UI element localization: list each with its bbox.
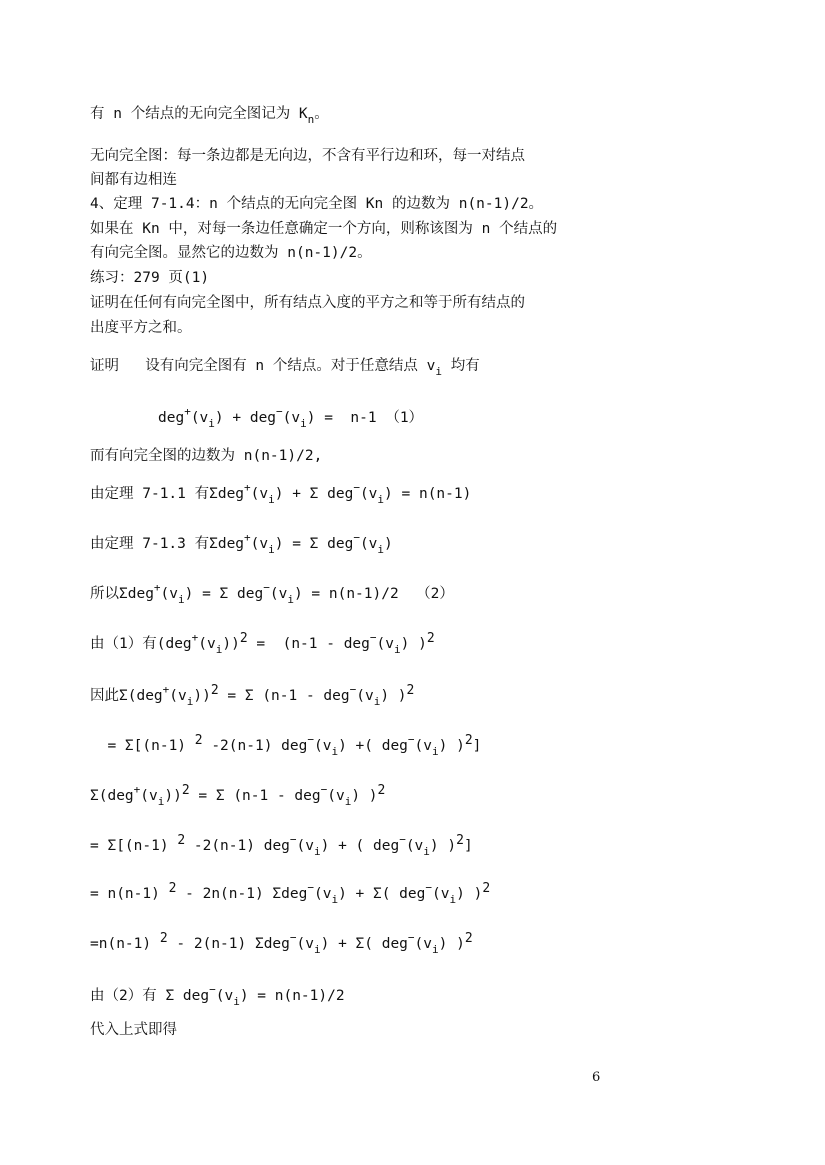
eq1-seg: (v (190, 410, 209, 426)
eq3-seg: (v (250, 536, 269, 552)
eq8-seg: Σ(deg (90, 788, 134, 804)
eq5-seg: )) (222, 636, 240, 652)
eq6-seg: = Σ (n-1 - deg (218, 688, 350, 704)
text-line-complete-graph-def-2: 间都有边相连 (90, 172, 177, 188)
eq1-seg: (v (282, 410, 301, 426)
eq11-seg: ) ) (438, 936, 465, 952)
eq9-sub: i (314, 845, 321, 858)
eq8-seg: (v (327, 788, 345, 804)
eq12-sub: i (233, 995, 240, 1008)
eq6-seg: (v (356, 688, 374, 704)
eq6-seg: )) (193, 688, 211, 704)
eq2-seg: (v (250, 486, 269, 502)
eq7-seg: ) ) (438, 738, 465, 754)
eq10-seg: ) + Σ( deg (338, 886, 426, 902)
eq1-sup: − (276, 405, 283, 418)
eq10-square: 2 (168, 881, 177, 896)
eq10-sub: i (331, 893, 339, 906)
eq1-sub: i (208, 417, 215, 430)
equation-10 (90, 881, 491, 906)
eq10-sup: − (425, 881, 433, 894)
eq2-sub: i (377, 493, 385, 506)
eq9-square: 2 (177, 833, 186, 848)
eq3-seg: (v (359, 536, 378, 552)
eq4-sup: + (153, 581, 161, 594)
eq12-seg: ) = n(n-1)/2 (239, 988, 345, 1004)
eq8-square: 2 (181, 783, 190, 798)
eq10-seg: (v (432, 886, 450, 902)
equation-1 (158, 405, 424, 430)
eq1-sub: i (300, 417, 307, 430)
equation-12 (90, 983, 345, 1008)
eq10-seg: - 2n(n-1) Σdeg (176, 886, 308, 902)
eq10-sup: − (307, 881, 314, 894)
eq11-seg: ) + Σ( deg (320, 936, 408, 952)
eq2-sub: i (268, 493, 275, 506)
eq4-seg: ) = n(n-1)/2 （2） (293, 586, 454, 602)
eq3-seg: 由定理 7-1.3 有Σdeg (90, 536, 245, 552)
eq9-seg: (v (296, 838, 314, 854)
text-line-proof-start (90, 356, 480, 376)
eq7-square: 2 (194, 733, 203, 748)
eq1-seg: deg (158, 410, 185, 426)
eq11-seg: (v (414, 936, 433, 952)
eq8-sub: i (157, 795, 165, 808)
eq6-sub: i (186, 695, 194, 708)
eq5-seg: 由（1）有(deg (90, 636, 192, 652)
equation-5 (90, 631, 435, 656)
eq9-seg: (v (405, 838, 424, 854)
eq11-sup: − (407, 931, 415, 944)
page-number: 6 (592, 1070, 601, 1085)
kn-text: 有 n 个结点的无向完全图记为 K (90, 106, 308, 122)
eq10-seg: ) ) (456, 886, 483, 902)
equation-4 (90, 581, 454, 606)
eq4-sub: i (287, 593, 294, 606)
eq4-seg: ) = Σ deg (184, 586, 264, 602)
eq5-sup: − (369, 631, 377, 644)
text-line-directed-complete-2: 有向完全图。显然它的边数为 n(n-1)/2。 (90, 245, 372, 261)
eq6-square: 2 (210, 683, 219, 698)
eq11-sub: i (432, 943, 439, 956)
equation-2 (90, 481, 472, 506)
eq7-sub: i (331, 745, 339, 758)
eq7-sup: − (307, 733, 314, 746)
eq6-seg: ) ) (380, 688, 407, 704)
eq7-seg: (v (414, 738, 433, 754)
text-line-kn-definition (90, 104, 329, 124)
proof-text: 证明 设有向完全图有 n 个结点。对于任意结点 v (90, 358, 436, 374)
equation-7 (90, 733, 482, 758)
eq2-seg: ) = n(n-1) (384, 486, 472, 502)
text-line-edge-count: 而有向完全图的边数为 n(n-1)/2, (90, 448, 323, 464)
eq8-sup: + (133, 783, 141, 796)
eq5-square: 2 (426, 631, 435, 646)
eq9-seg: = Σ[(n-1) (90, 838, 178, 854)
eq3-seg: ) = Σ deg (274, 536, 354, 552)
equation-9 (90, 833, 473, 858)
eq7-square: 2 (464, 733, 473, 748)
eq6-seg: (v (169, 688, 187, 704)
eq9-sup: − (289, 833, 297, 846)
eq9-seg: ] (463, 838, 473, 854)
eq7-sub: i (432, 745, 439, 758)
eq9-sub: i (423, 845, 430, 858)
eq8-sub: i (344, 795, 352, 808)
eq2-seg: 由定理 7-1.1 有Σdeg (90, 486, 245, 502)
kn-subscript: n (307, 113, 315, 126)
eq5-seg: = (n-1 - deg (247, 636, 370, 652)
eq6-sup: − (349, 683, 357, 696)
eq1-sup: + (184, 405, 191, 418)
eq11-seg: =n(n-1) (90, 936, 160, 952)
eq7-seg: (v (313, 738, 332, 754)
eq9-sup: − (399, 833, 406, 846)
eq12-sup: − (209, 983, 216, 996)
equation-3 (90, 531, 393, 556)
eq8-seg: ) ) (351, 788, 378, 804)
eq3-seg: ) (384, 536, 393, 552)
eq3-sup: + (244, 531, 251, 544)
eq9-seg: ) ) (429, 838, 457, 854)
eq11-square: 2 (464, 931, 473, 946)
eq10-seg: = n(n-1) (90, 886, 169, 902)
proof-text-end: 均有 (441, 358, 480, 374)
eq12-seg: (v (215, 988, 234, 1004)
eq12-seg: 由（2）有 Σ deg (90, 988, 210, 1004)
eq9-seg: ) + ( deg (320, 838, 400, 854)
eq6-square: 2 (406, 683, 415, 698)
eq11-seg: - 2(n-1) Σdeg (167, 936, 290, 952)
vi-subscript: i (435, 365, 442, 378)
text-line-substitute: 代入上式即得 (90, 1022, 177, 1038)
eq2-sup: + (244, 481, 251, 494)
eq8-seg: )) (164, 788, 182, 804)
eq2-sup: − (353, 481, 360, 494)
eq5-square: 2 (239, 631, 248, 646)
eq7-sup: − (407, 733, 415, 746)
eq11-sub: i (313, 943, 321, 956)
eq5-seg: ) ) (400, 636, 427, 652)
eq7-seg: = Σ[(n-1) (90, 738, 195, 754)
eq4-seg: (v (269, 586, 288, 602)
eq6-sub: i (373, 695, 381, 708)
eq2-seg: ) + Σ deg (274, 486, 354, 502)
text-line-complete-graph-def: 无向完全图：每一条边都是无向边，不含有平行边和环，每一对结点 (90, 148, 525, 164)
eq11-seg: (v (296, 936, 314, 952)
eq2-seg: (v (359, 486, 378, 502)
text-line-prove-statement-2: 出度平方之和。 (90, 320, 192, 336)
eq3-sub: i (377, 543, 385, 556)
eq6-seg: 因此Σ(deg (90, 688, 163, 704)
eq10-square: 2 (482, 881, 491, 896)
eq1-seg: ) + deg (214, 410, 277, 426)
eq6-sup: + (162, 683, 170, 696)
eq7-seg: ] (472, 738, 482, 754)
eq7-seg: -2(n-1) deg (202, 738, 308, 754)
kn-period: 。 (314, 106, 329, 122)
eq1-seg: ) = n-1 （1） (306, 410, 424, 426)
eq3-sup: − (353, 531, 360, 544)
eq3-sub: i (268, 543, 275, 556)
eq5-seg: (v (198, 636, 216, 652)
text-line-exercise: 练习：279 页(1) (90, 270, 210, 286)
eq4-sup: − (263, 581, 270, 594)
eq5-sub: i (215, 643, 223, 656)
text-line-theorem-7-1-4: 4、定理 7-1.4：n 个结点的无向完全图 Kn 的边数为 n(n-1)/2。 (90, 196, 544, 212)
eq4-seg: (v (160, 586, 179, 602)
eq7-seg: ) +( deg (338, 738, 408, 754)
text-line-prove-statement: 证明在任何有向完全图中，所有结点入度的平方之和等于所有结点的 (90, 295, 525, 311)
eq5-sub: i (393, 643, 401, 656)
eq9-square: 2 (456, 833, 464, 848)
eq10-seg: (v (313, 886, 332, 902)
eq4-seg: 所以Σdeg (90, 586, 154, 602)
eq4-sub: i (178, 593, 185, 606)
equation-8 (90, 783, 386, 808)
eq11-sup: − (289, 931, 297, 944)
eq8-seg: = Σ (n-1 - deg (189, 788, 321, 804)
eq8-square: 2 (377, 783, 386, 798)
text-line-directed-complete: 如果在 Kn 中，对每一条边任意确定一个方向，则称该图为 n 个结点的 (90, 221, 558, 237)
equation-11 (90, 931, 473, 956)
eq9-seg: -2(n-1) deg (185, 838, 290, 854)
eq5-seg: (v (376, 636, 394, 652)
eq5-sup: + (191, 631, 199, 644)
eq8-sup: − (320, 783, 328, 796)
eq10-sub: i (449, 893, 457, 906)
equation-6 (90, 683, 415, 708)
eq8-seg: (v (140, 788, 158, 804)
eq11-square: 2 (159, 931, 168, 946)
